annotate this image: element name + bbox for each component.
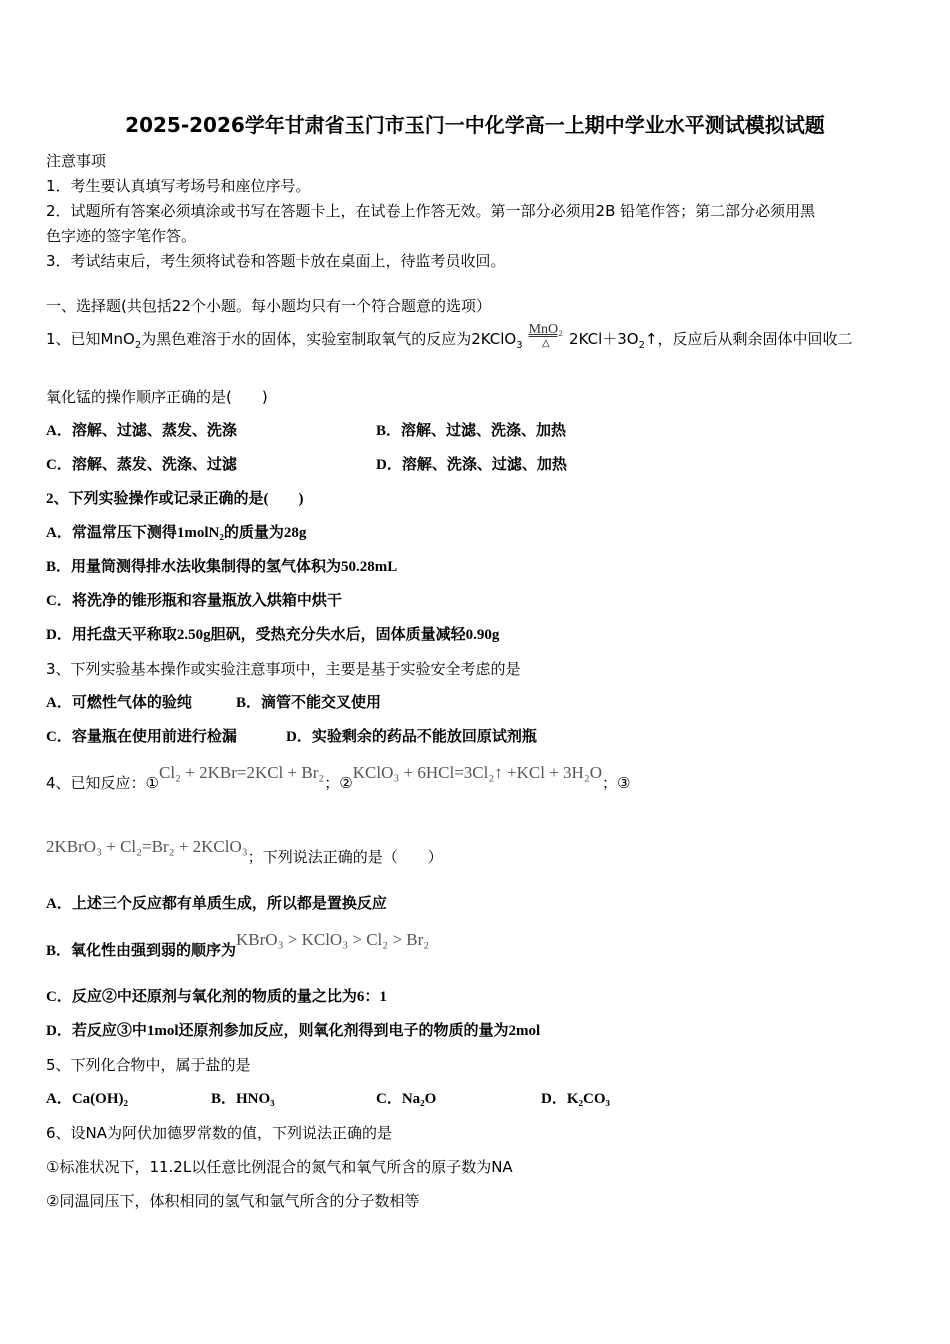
option-d[interactable]: D．实验剩余的药品不能放回原试剂瓶	[286, 729, 537, 745]
option-c[interactable]: C．反应②中还原剂与氧化剂的物质的量之比为6：1	[46, 989, 387, 1005]
question-2-stem: 2、下列实验操作或记录正确的是( )	[46, 491, 304, 507]
option-c[interactable]: C．溶解、蒸发、洗涤、过滤	[46, 457, 237, 473]
option-c[interactable]: C．容量瓶在使用前进行检漏	[46, 729, 237, 745]
option-b[interactable]: B．滴管不能交叉使用	[236, 695, 382, 711]
option-d[interactable]: D．K₂CO₃	[541, 1091, 610, 1107]
option-d[interactable]: D．用托盘天平称取2.50g胆矾，受热充分失水后，固体质量减轻0.90g	[46, 627, 500, 643]
question-1-stem-cont: 氧化锰的操作顺序正确的是( )	[46, 388, 268, 406]
question-4-stem: 4、已知反应：①Cl₂ + 2KBr=2KCl + Br₂；②KClO₃ + 6HCl=3Cl₂↑ +KCl + 3H₂O；③	[46, 763, 631, 792]
reaction-3: 2KBrO₃ + Cl₂=Br₂ + 2KClO₃	[46, 837, 248, 856]
reaction-condition	[529, 322, 563, 356]
option-b[interactable]: B．溶解、过滤、洗涤、加热	[376, 423, 567, 439]
option-a[interactable]: A．常温常压下测得1molN₂的质量为28g	[46, 525, 307, 541]
statement-1: ①标准状况下，11.2L以任意比例混合的氮气和氧气所含的原子数为NA	[46, 1158, 513, 1176]
option-a[interactable]: A．Ca(OH)₂	[46, 1091, 128, 1107]
option-d[interactable]: D．若反应③中1mol还原剂参加反应，则氧化剂得到电子的物质的量为2mol	[46, 1023, 541, 1039]
reaction-1: Cl₂ + 2KBr=2KCl + Br₂	[159, 763, 325, 782]
section-heading: 一、选择题(共包括22个小题。每小题均只有一个符合题意的选项）	[46, 297, 491, 315]
option-a[interactable]: A．上述三个反应都有单质生成，所以都是置换反应	[46, 896, 387, 912]
question-5-stem: 5、下列化合物中，属于盐的是	[46, 1056, 251, 1074]
page-title: 2025-2026学年甘肃省玉门市玉门一中化学高一上期中学业水平测试模拟试题	[125, 113, 825, 137]
option-c[interactable]: C．Na₂O	[376, 1091, 437, 1107]
reaction-2: KClO₃ + 6HCl=3Cl₂↑ +KCl + 3H₂O	[352, 763, 603, 782]
notice-item: 1．考生要认真填写考场号和座位序号。	[46, 177, 311, 195]
oxidizer-order-formula: KBrO₃ > KClO₃ > Cl₂ > Br₂	[236, 930, 430, 949]
notice-item: 3．考试结束后，考生须将试卷和答题卡放在桌面上，待监考员收回。	[46, 252, 506, 270]
notice-item: 2．试题所有答案必须填涂或书写在答题卡上，在试卷上作答无效。第一部分必须用2B 铅笔作答；第二部分必须用黑	[46, 202, 816, 220]
question-3-stem: 3、下列实验基本操作或实验注意事项中，主要是基于实验安全考虑的是	[46, 660, 521, 678]
option-d[interactable]: D．溶解、洗涤、过滤、加热	[376, 457, 567, 473]
option-b[interactable]: B．用量筒测得排水法收集制得的氢气体积为50.28mL	[46, 559, 398, 575]
option-b[interactable]: B．氧化性由强到弱的顺序为KBrO₃ > KClO₃ > Cl₂ > Br₂	[46, 930, 430, 959]
catalyst-label: MnO₂	[528, 322, 564, 337]
notice-heading: 注意事项	[46, 152, 107, 170]
question-6-stem: 6、设NA为阿伏加德罗常数的值，下列说法正确的是	[46, 1124, 393, 1142]
option-b[interactable]: B．HNO₃	[211, 1091, 275, 1107]
option-c[interactable]: C．将洗净的锥形瓶和容量瓶放入烘箱中烘干	[46, 593, 342, 609]
question-4-stem-cont: 2KBrO₃ + Cl₂=Br₂ + 2KClO₃；下列说法正确的是（ ）	[46, 837, 443, 866]
statement-2: ②同温同压下，体积相同的氢气和氩气所含的分子数相等	[46, 1192, 420, 1210]
question-1-stem: 1、已知MnO$_2$为黑色难溶于水的固体，实验室制取氧气的反应为2KClO$_3$ MnO₂ △ $2KCl+3O_2↑$，反应后从剩余固体中回收二	[46, 322, 853, 356]
heat-symbol: △	[541, 338, 550, 349]
option-a[interactable]: A．可燃性气体的验纯	[46, 695, 192, 711]
option-a[interactable]: A．溶解、过滤、蒸发、洗涤	[46, 423, 237, 439]
notice-item: 色字迹的签字笔作答。	[46, 227, 197, 245]
